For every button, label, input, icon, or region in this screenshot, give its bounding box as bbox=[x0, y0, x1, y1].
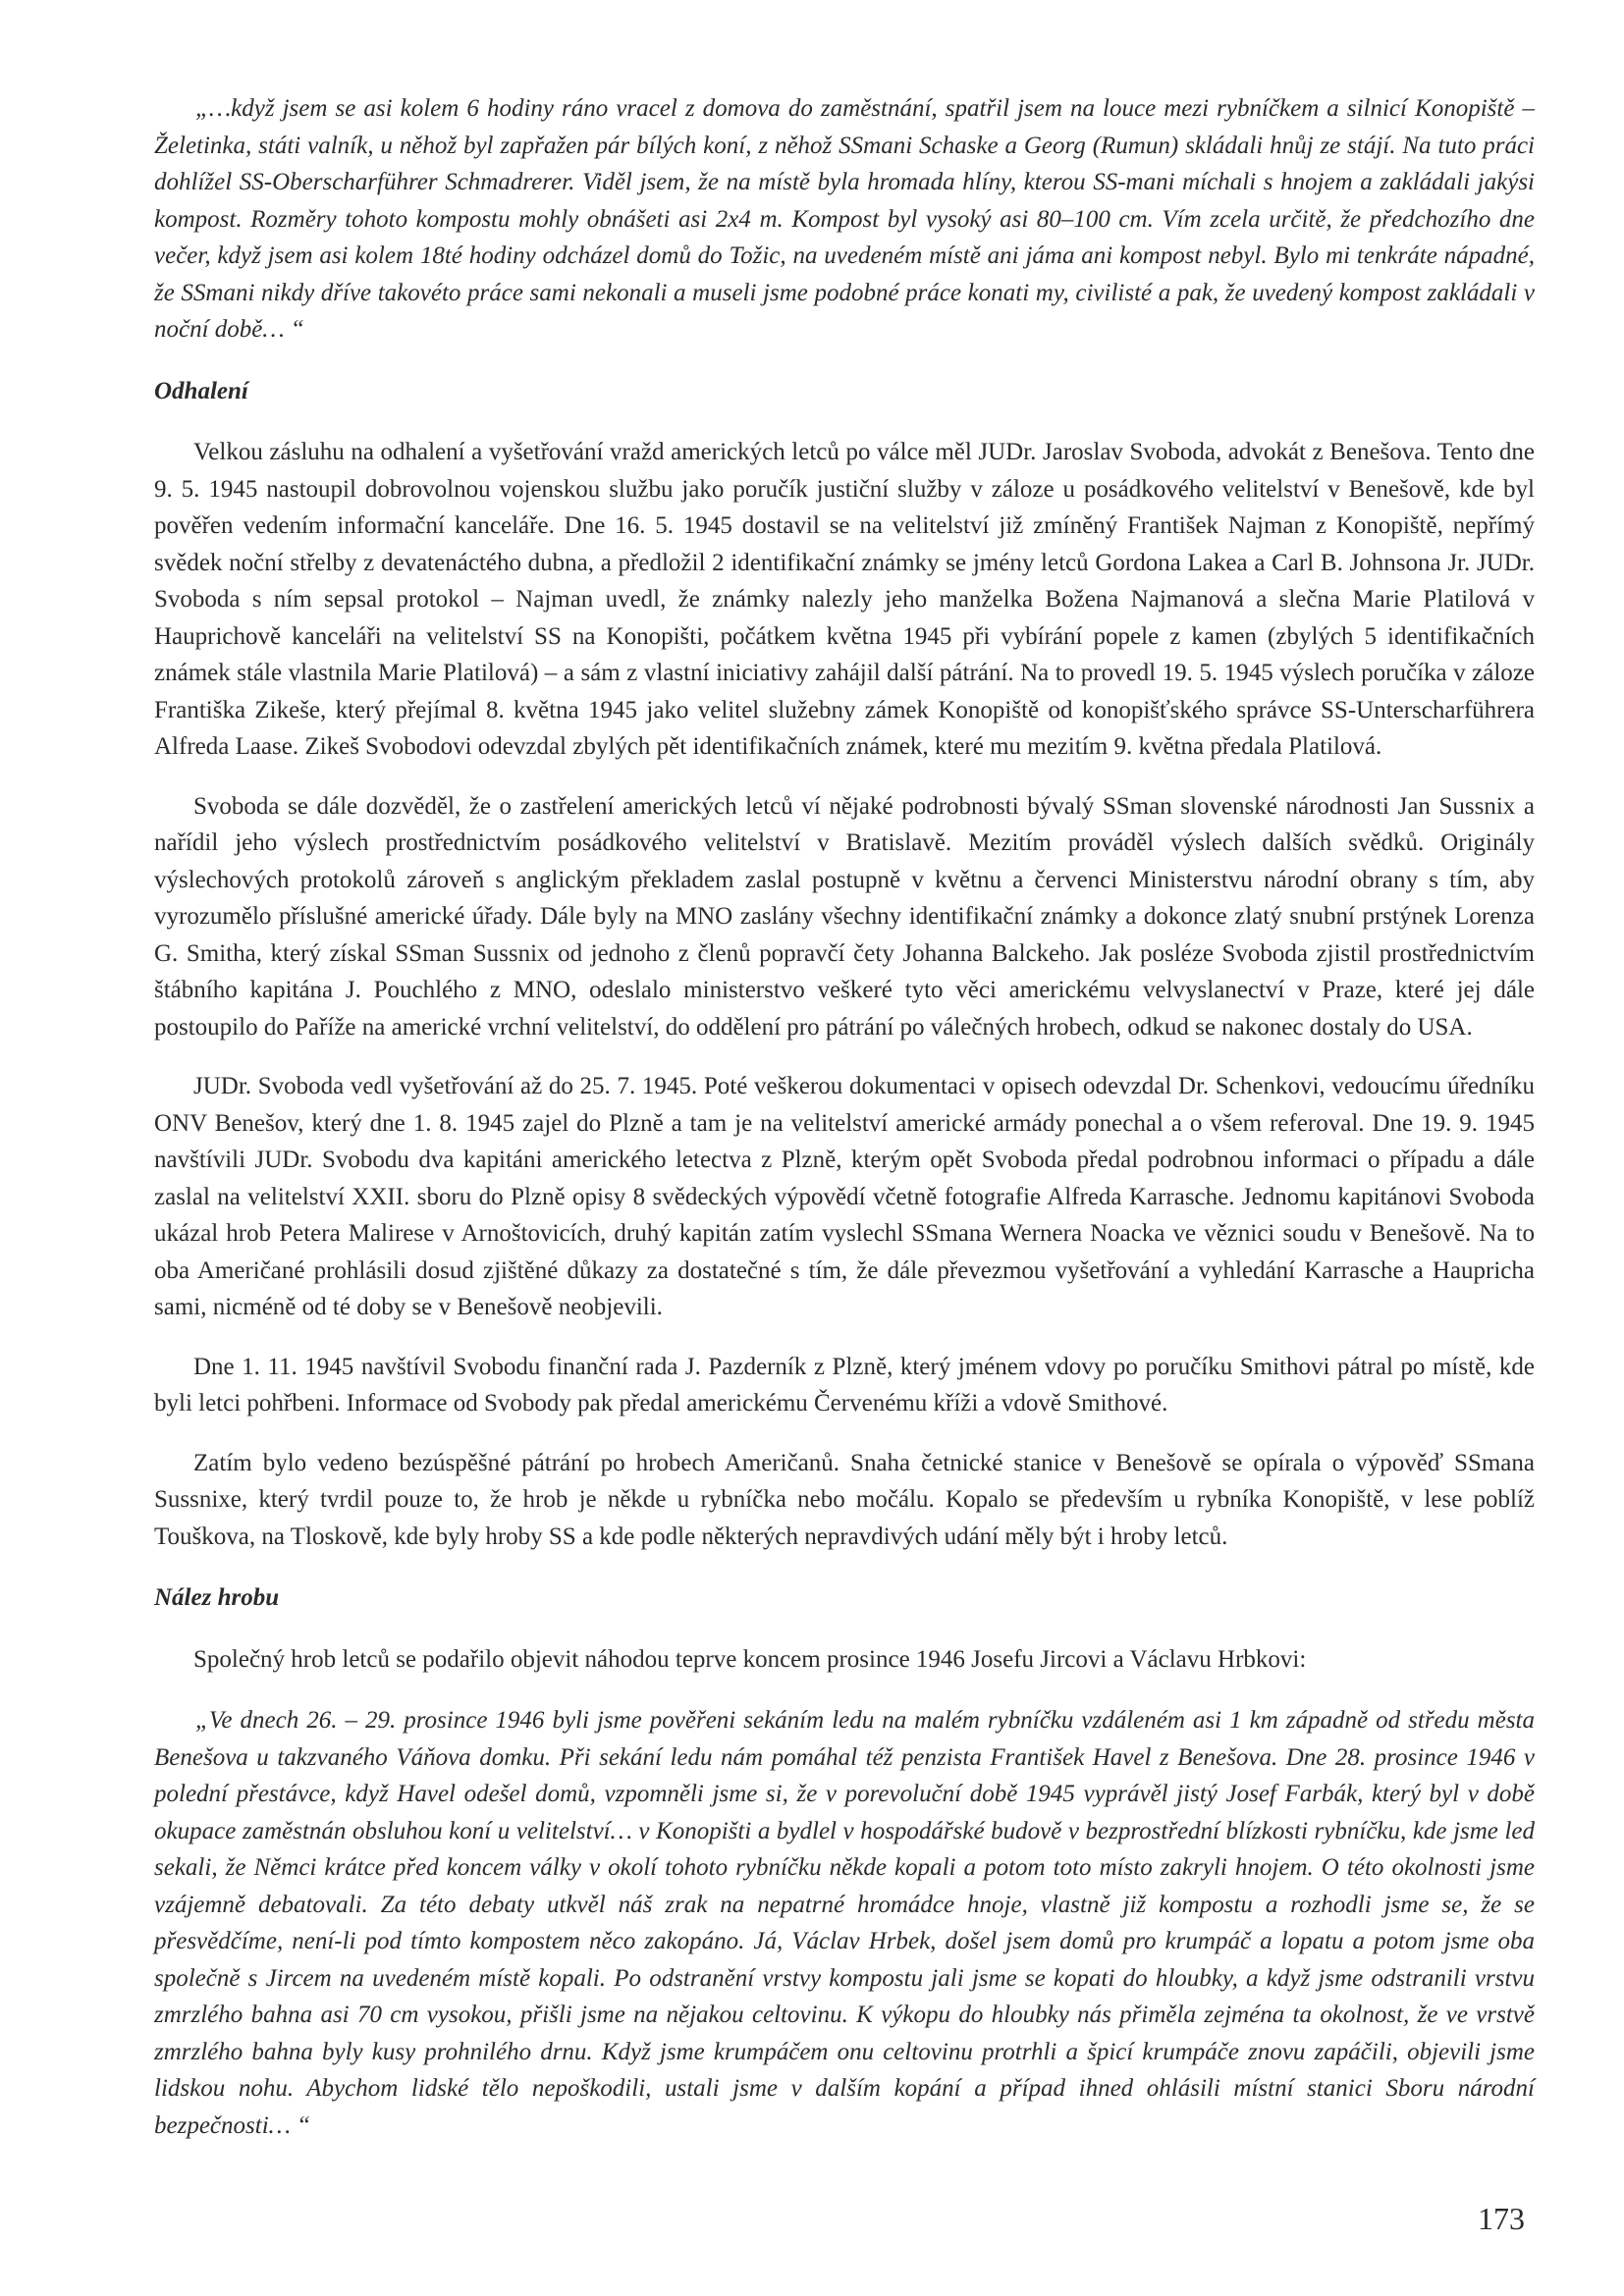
witness-quote-1: „…když jsem se asi kolem 6 hodiny ráno vracel z domova do zaměstnání, spatřil jsem na louce mezi rybníčkem a silnicí Konopiště – Želetinka, státi valník, u něhož byl zapřažen pár bílých koní, z něhož SSmani Schaske a Georg (Rumun) skládali hnůj ze stájí. Na tuto práci dohlížel SS-Oberscharführer Schmadrerer. Viděl jsem, že na místě byla hromada hlíny, kterou SS-mani míchali s hnojem a zakládali jakýsi kompost. Rozměry tohoto kompostu mohly obnášeti asi 2x4 m. Kompost byl vysoký asi 80–100 cm. Vím zcela určitě, že předchozího dne večer, když jsem asi kolem 18té hodiny odcházel domů do Tožic, na uvedeném místě ani jáma ani kompost nebyl. Bylo mi tenkráte nápadné, že SSmani nikdy dříve takovéto práce sami nekonali a museli jsme podobné práce konati my, civilisté a pak, že uvedený kompost zakládali v noční době… “ bbox=[154, 95, 1535, 343]
section-heading-odhaleni: Odhalení bbox=[154, 377, 248, 404]
paragraph-4: Dne 1. 11. 1945 navštívil Svobodu finanční rada J. Pazderník z Plzně, který jménem vdovy po poručíku Smithovi pátral po místě, kde byli letci pohřbeni. Informace od Svobody pak předal americkému Červenému kříži a vdově Smithové. bbox=[154, 1353, 1535, 1416]
page-body bbox=[154, 90, 1535, 2144]
paragraph-5: Zatím bylo vedeno bezúspěšné pátrání po hrobech Američanů. Snaha četnické stanice v Benešově se opírala o výpověď SSmana Sussnixe, který tvrdil pouze to, že hrob je někde u rybníčka nebo močálu. Kopalo se především u rybníka Konopiště, v lese poblíž Touškova, na Tloskově, kde byly hroby SS a kde podle některých nepravdivých udání měly být i hroby letců. bbox=[154, 1449, 1535, 1550]
paragraph-2: Svoboda se dále dozvěděl, že o zastřelení amerických letců ví nějaké podrobnosti bývalý SSman slovenské národnosti Jan Sussnix a nařídil jeho výslech prostřednictvím posádkového velitelství v Bratislavě. Mezitím prováděl výslech dalších svědků. Originály výslechových protokolů zároveň s anglickým překladem zaslal postupně v květnu a červenci Ministerstvu národní obrany s tím, aby vyrozumělo příslušné americké úřady. Dále byly na MNO zaslány všechny identifikační známky a dokonce zlatý snubní prstýnek Lorenza G. Smitha, který získal SSman Sussnix od jednoho z členů popravčí čety Johanna Balckeho. Jak posléze Svoboda zjistil prostřednictvím štábního kapitána J. Pouchlého z MNO, odeslalo ministerstvo veškeré tyto věci americkému velvyslanectví v Praze, které jej dále postoupilo do Paříže na americké vrchní velitelství, do oddělení pro pátrání po válečných hrobech, odkud se nakonec dostaly do USA. bbox=[154, 792, 1535, 1041]
paragraph-1: Velkou zásluhu na odhalení a vyšetřování vražd amerických letců po válce měl JUDr. Jaroslav Svoboda, advokát z Benešova. Tento dne 9. 5. 1945 nastoupil dobrovolnou vojenskou službu jako poručík justiční služby v záloze u posádkového velitelství v Benešově, kde byl pověřen vedením informační kanceláře. Dne 16. 5. 1945 dostavil se na velitelství již zmíněný František Najman z Konopiště, nepřímý svědek noční střelby z devatenáctého dubna, a předložil 2 identifikační známky se jmény letců Gordona Lakea a Carl B. Johnsona Jr. JUDr. Svoboda s ním sepsal protokol – Najman uvedl, že známky nalezly jeho manželka Božena Najmanová a slečna Marie Platilová v Hauprichově kanceláři na velitelství SS na Konopišti, počátkem května 1945 při vybírání popele z kamen (zbylých 5 identifikačních známek stále vlastnila Marie Platilová) – a sám z vlastní iniciativy zahájil další pátrání. Na to provedl 19. 5. 1945 výslech poručíka v záloze Františka Zikeše, který přejímal 8. května 1945 jako velitel služebny zámek Konopiště od konopišťského správce SS-Unterscharführera Alfreda Laase. Zikeš Svobodovi odevzdal zbylých pět identifikačních známek, které mu mezitím 9. května předala Platilová. bbox=[154, 439, 1535, 760]
paragraph-3: JUDr. Svoboda vedl vyšetřování až do 25. 7. 1945. Poté veškerou dokumentaci v opisech odevzdal Dr. Schenkovi, vedoucímu úředníku ONV Benešov, který dne 1. 8. 1945 zajel do Plzně a tam je na velitelství americké armády ponechal a o všem referoval. Dne 19. 9. 1945 navštívili JUDr. Svobodu dva kapitáni amerického letectva z Plzně, kterým opět Svoboda předal podrobnou informaci o případu a dále zaslal na velitelství XXII. sboru do Plzně opisy 8 svědeckých výpovědí včetně fotografie Alfreda Karrasche. Jednomu kapitánovi Svoboda ukázal hrob Petera Malirese v Arnoštovicích, druhý kapitán zatím vyslechl SSmana Wernera Noacka ve věznici soudu v Benešově. Na to oba Američané prohlásili dosud zjištěné důkazy za dostatečné s tím, že dále převezmou vyšetřování a vyhledání Karrasche a Hauprichа sami, nicméně od té doby se v Benešově neobjevili. bbox=[154, 1073, 1535, 1320]
paragraph-6: Společný hrob letců se podařilo objevit náhodou teprve koncem prosince 1946 Josefu Jircovi a Václavu Hrbkovi: bbox=[193, 1645, 1307, 1673]
witness-quote-2: „Ve dnech 26. – 29. prosince 1946 byli jsme pověřeni sekáním ledu na malém rybníčku vzdáleném asi 1 km západně od středu města Benešova u takzvaného Váňova domku. Při sekání ledu nám pomáhal též penzista František Havel z Benešova. Dne 28. prosince 1946 v polední přestávce, když Havel odešel domů, vzpomněli jsme si, že v porevoluční době 1945 vyprávěl jistý Josef Farbák, který byl v době okupace zaměstnán obsluhou koní u velitelství… v Konopišti a bydlel v hospodářské budově v bezprostřední blízkosti rybníčku, kde jsme led sekali, že Němci krátce před koncem války v okolí tohoto rybníčku někde kopali a potom toto místo zakryli hnojem. O této okolnosti jsme vzájemně debatovali. Za této debaty utkvěl náš zrak na nepatrné hromádce hnoje, vlastně již kompostu a rozhodli jsme se, že se přesvědčíme, není-li pod tímto kompostem něco zakopáno. Já, Václav Hrbek, došel jsem domů pro krumpáč a lopatu a potom jsme oba společně s Jircem na uvedeném místě kopali. Po odstranění vrstvy kompostu jali jsme se kopati do hloubky, a když jsme odstranili vrstvu zmrzlého bahna asi 70 cm vysokou, přišli jsme na nějakou celtovinu. K výkopu do hloubky nás přiměla zejména ta okolnost, že ve vrstvě zmrzlého bahna byly kusy prohnilého drnu. Když jsme krumpáčem onu celtovinu protrhli a špicí krumpáče znovu zapáčili, objevili jsme lidskou nohu. Abychom lidské tělo nepoškodili, ustali jsme v dalším kopání a případ ihned ohlásili místní stanici Sboru národní bezpečnosti… “ bbox=[154, 1707, 1535, 2139]
page-number: 173 bbox=[1478, 2201, 1525, 2236]
section-heading-nalez-hrobu: Nález hrobu bbox=[154, 1584, 280, 1611]
